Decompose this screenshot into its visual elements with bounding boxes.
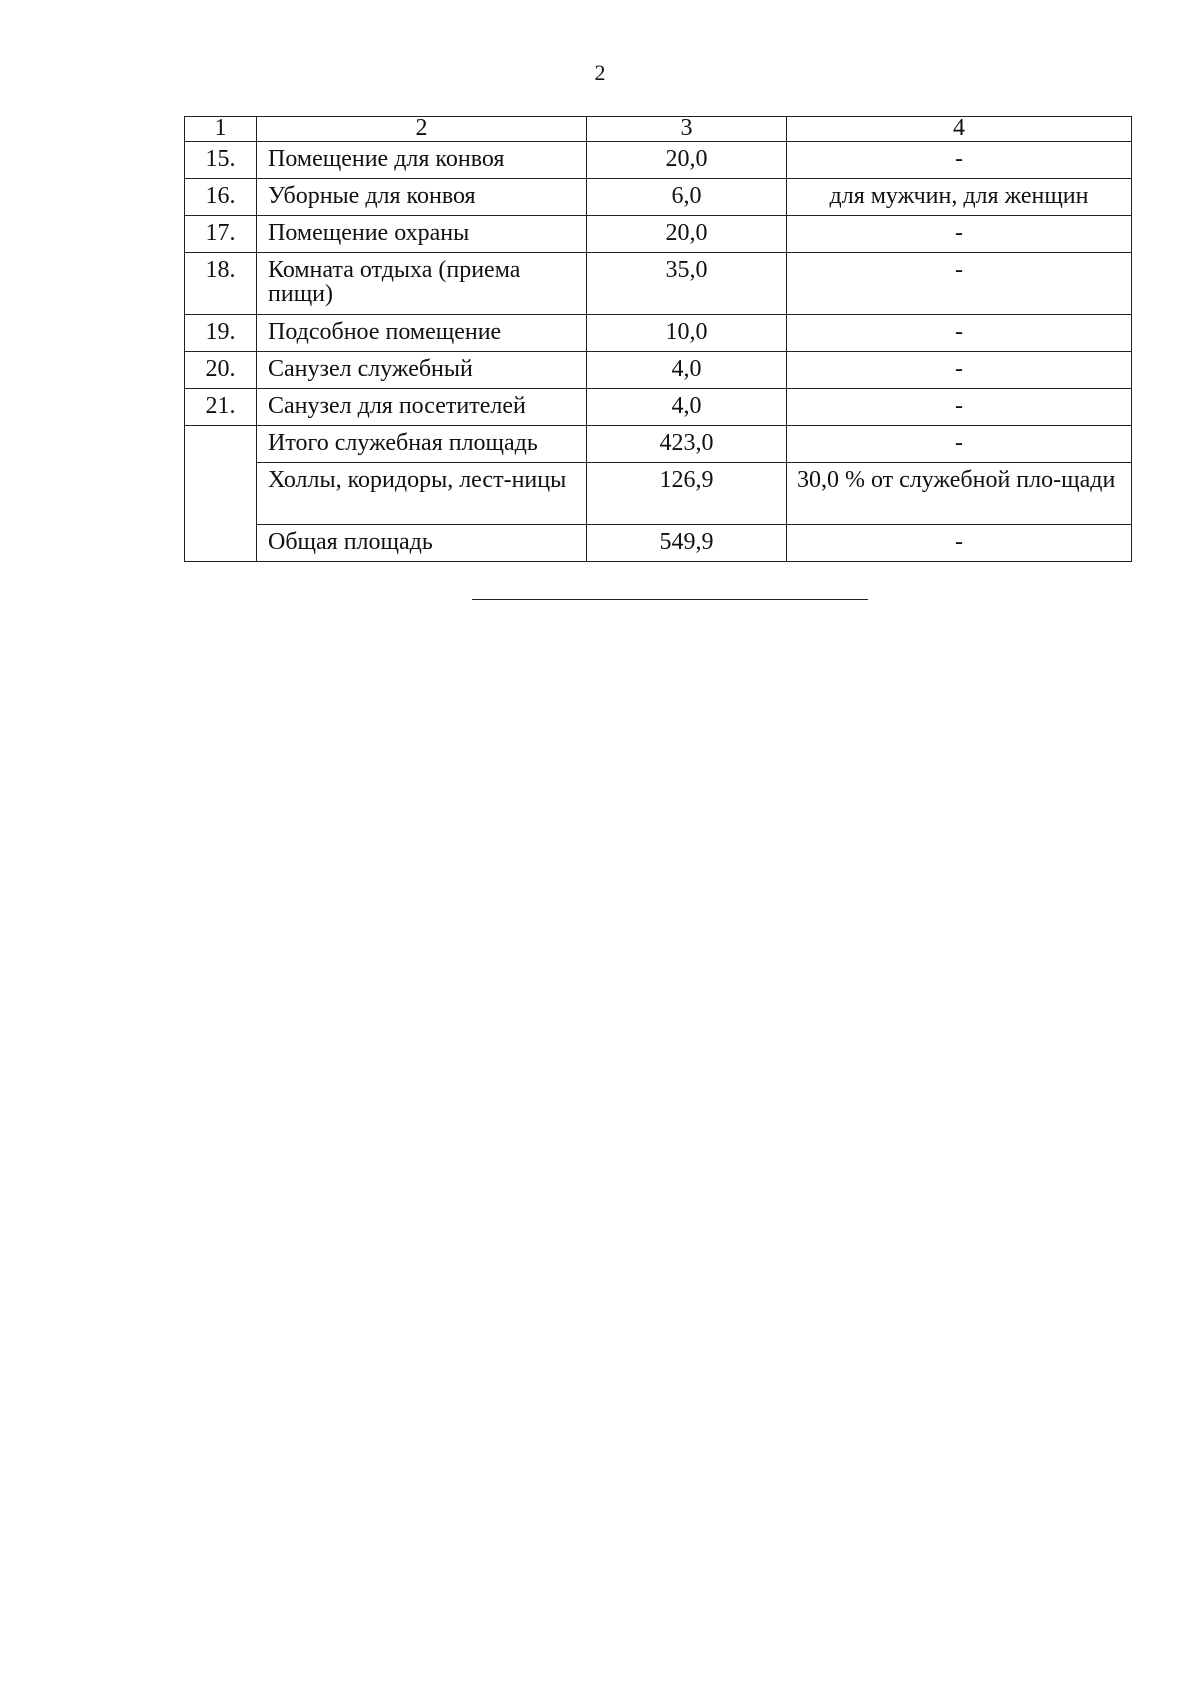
page-number: 2 — [594, 60, 606, 85]
room-area: 20,0 — [587, 216, 787, 253]
row-number: 20. — [185, 352, 257, 389]
totals-label: Холлы, коридоры, лест-ницы — [257, 463, 587, 525]
table-row — [185, 389, 1132, 426]
totals-label: Общая площадь — [257, 525, 587, 562]
room-note: - — [787, 315, 1132, 352]
room-name: Уборные для конвоя — [257, 179, 587, 216]
room-area: 6,0 — [587, 179, 787, 216]
room-note: для мужчин, для женщин — [787, 179, 1132, 216]
room-name: Комната отдыха (приема пищи) — [257, 253, 587, 315]
totals-row — [185, 426, 1132, 463]
header-cell: 1 — [185, 117, 257, 142]
row-number: 18. — [185, 253, 257, 315]
room-note: - — [787, 253, 1132, 315]
table-row — [185, 179, 1132, 216]
room-note: - — [787, 216, 1132, 253]
table-row — [185, 142, 1132, 179]
totals-row — [185, 525, 1132, 562]
room-note: - — [787, 352, 1132, 389]
row-number: 19. — [185, 315, 257, 352]
header-cell: 2 — [257, 117, 587, 142]
row-number: 21. — [185, 389, 257, 426]
end-rule-divider — [472, 599, 868, 600]
totals-label: Итого служебная площадь — [257, 426, 587, 463]
table-header-row — [185, 117, 1132, 142]
room-note: - — [787, 142, 1132, 179]
totals-note: - — [787, 525, 1132, 562]
row-number: 16. — [185, 179, 257, 216]
room-name: Помещение охраны — [257, 216, 587, 253]
totals-area: 423,0 — [587, 426, 787, 463]
table-row — [185, 216, 1132, 253]
totals-area: 549,9 — [587, 525, 787, 562]
empty-number-cell — [185, 426, 257, 562]
room-name: Санузел служебный — [257, 352, 587, 389]
header-cell: 3 — [587, 117, 787, 142]
room-note: - — [787, 389, 1132, 426]
row-number: 15. — [185, 142, 257, 179]
table-row — [185, 315, 1132, 352]
table-row — [185, 253, 1132, 315]
header-cell: 4 — [787, 117, 1132, 142]
table-row — [185, 352, 1132, 389]
room-name: Подсобное помещение — [257, 315, 587, 352]
totals-note: - — [787, 426, 1132, 463]
room-area: 20,0 — [587, 142, 787, 179]
room-name: Санузел для посетителей — [257, 389, 587, 426]
room-name: Помещение для конвоя — [257, 142, 587, 179]
room-area: 4,0 — [587, 389, 787, 426]
totals-note: 30,0 % от служебной пло-щади — [787, 463, 1132, 525]
totals-row — [185, 463, 1132, 525]
room-area: 10,0 — [587, 315, 787, 352]
totals-area: 126,9 — [587, 463, 787, 525]
area-table — [184, 116, 1132, 562]
room-area: 4,0 — [587, 352, 787, 389]
room-area: 35,0 — [587, 253, 787, 315]
row-number: 17. — [185, 216, 257, 253]
